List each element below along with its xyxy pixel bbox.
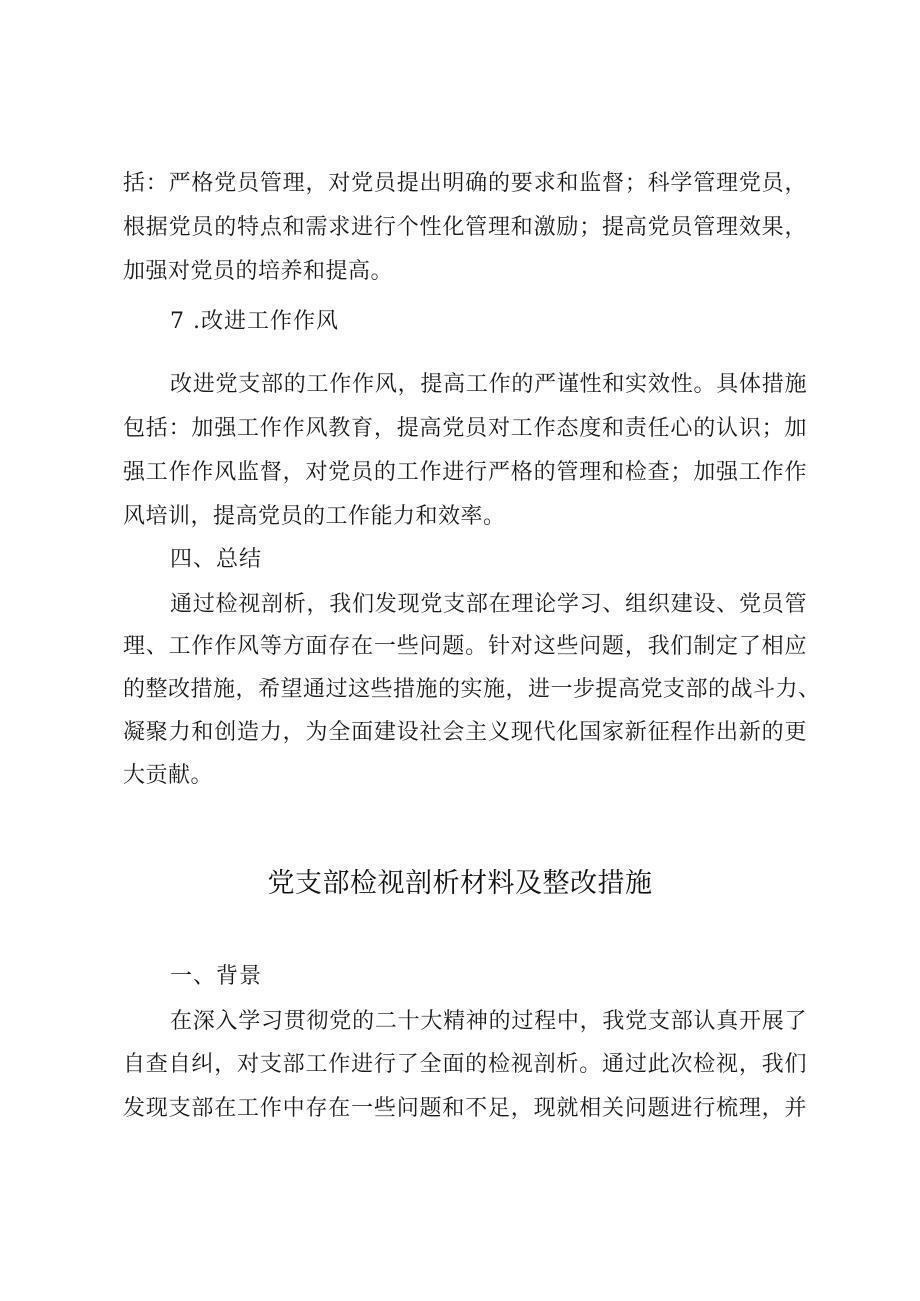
paragraph-line: 理、工作作风等方面存在一些问题。针对这些问题，我们制定了相应	[123, 634, 807, 659]
paragraph-line: 通过检视剖析，我们发现党支部在理论学习、组织建设、党员管	[170, 592, 807, 617]
paragraph-line: 在深入学习贯彻党的二十大精神的过程中，我党支部认真开展了	[170, 1009, 807, 1034]
paragraph-line: 发现支部在工作中存在一些问题和不足，现就相关问题进行梳理，并	[123, 1096, 807, 1121]
paragraph-line: 自查自纠，对支部工作进行了全面的检视剖析。通过此次检视，我们	[123, 1052, 807, 1077]
paragraph-line: 括：严格党员管理，对党员提出明确的要求和监督；科学管理党员，	[123, 171, 807, 196]
paragraph-line: 根据党员的特点和需求进行个性化管理和激励；提高党员管理效果，	[123, 215, 807, 240]
paragraph-line: 改进党支部的工作作风，提高工作的严谨性和实效性。具体措施	[170, 372, 807, 397]
item-7-heading: 7 .改进工作作风	[170, 309, 339, 334]
background-heading: 一、背景	[170, 964, 263, 989]
paragraph-line: 的整改措施，希望通过这些措施的实施，进一步提高党支部的战斗力、	[123, 677, 821, 702]
paragraph-line: 加强对党员的培养和提高。	[123, 259, 394, 284]
paragraph-line: 凝聚力和创造力，为全面建设社会主义现代化国家新征程作出新的更	[123, 720, 807, 745]
document-title: 党支部检视剖析材料及整改措施	[267, 868, 653, 899]
paragraph-line: 强工作作风监督，对党员的工作进行严格的管理和检查；加强工作作	[123, 460, 807, 485]
paragraph-line: 包括：加强工作作风教育，提高党员对工作态度和责任心的认识；加	[123, 416, 807, 441]
summary-heading: 四、总结	[170, 547, 263, 572]
paragraph-line: 风培训，提高党员的工作能力和效率。	[123, 504, 506, 529]
paragraph-line: 大贡献。	[123, 763, 214, 788]
